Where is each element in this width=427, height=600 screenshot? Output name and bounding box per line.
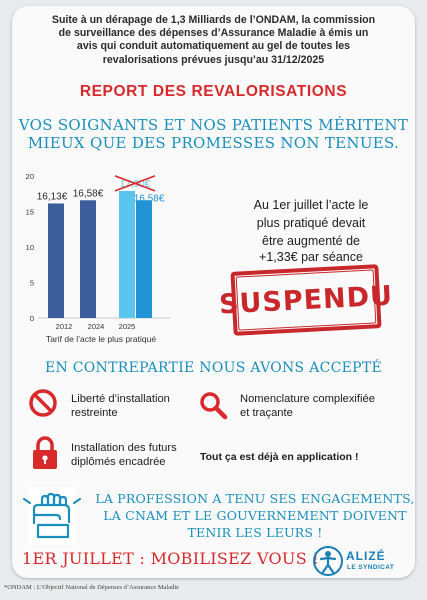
feature-graduates: Installation des futurs diplômés encadrée — [71, 442, 177, 468]
bar-value-label: 16,58€ — [133, 193, 165, 205]
x-tick-label: 2025 — [118, 322, 136, 331]
magnifier-icon — [198, 390, 228, 420]
x-axis-label: Tarif de l’acte le plus pratiqué — [45, 334, 157, 344]
mobilize-banner: 1ER JUILLET : MOBILISEZ VOUS ! — [22, 549, 320, 568]
logo-subtitle: LE SYNDICAT — [347, 564, 395, 571]
bar-value-label: 16,58€ — [72, 188, 104, 200]
suspended-stamp: SUSPENDU — [230, 264, 381, 336]
logo-name: ALIZÉ — [346, 549, 386, 563]
headline: VOS SOIGNANTS ET NOS PATIENTS MÉRITENT MIEUX QUE DES PROMESSES NON TENUES. — [18, 116, 409, 152]
report-title: REPORT DES REVALORISATIONS — [79, 83, 348, 100]
padlock-icon — [30, 435, 60, 471]
profession-message: LA PROFESSION A TENU SES ENGAGEMENTS, LA CNAM ET LE GOUVERNEMENT DOIVENT TENIR LES LEURS ! — [95, 491, 415, 540]
subheading: EN CONTREPARTIE NOUS AVONS ACCEPTÉ — [44, 360, 383, 376]
y-tick-label: 0 — [29, 314, 34, 323]
x-tick-label: 2012 — [55, 322, 73, 331]
info-amount: +1,33€ par séance — [259, 250, 363, 264]
application-note: Tout ça est déjà en application ! — [200, 451, 359, 463]
raised-fist-icon — [20, 485, 84, 547]
bar-2025 — [119, 191, 135, 318]
y-tick-label: 20 — [25, 172, 34, 181]
forbidden-icon — [28, 388, 58, 418]
y-tick-label: 5 — [29, 278, 34, 288]
bar-value-label: 17,90€ — [119, 178, 151, 190]
y-tick-label: 15 — [25, 207, 34, 217]
bar-2025 — [136, 200, 152, 318]
figure-logo-icon — [312, 545, 344, 577]
bar-2012 — [48, 203, 64, 318]
bar-value-label: 16,13€ — [36, 191, 68, 203]
x-tick-label: 2024 — [87, 322, 105, 331]
intro-text: Suite à un dérapage de 1,3 Milliards de l’ONDAM, la commission de surveillance des dépenses d’Assurance Maladie à émis un avis qui conduit automatiquement au gel de toutes les revalorisations prévues jusqu’au 31/12/2025 — [51, 14, 376, 66]
bar-2024 — [80, 200, 96, 318]
footnote: *ONDAM : L’Objectif National de Dépenses d’Assurance Maladie — [4, 584, 180, 591]
info-text: Au 1er juillet l’acte le plus pratiqué devait être augmenté de — [253, 198, 369, 248]
feature-nomenclature: Nomenclature complexifiée et traçante — [240, 393, 375, 419]
y-tick-label: 10 — [25, 243, 34, 252]
feature-installation-freedom: Liberté d’installation restreinte — [71, 393, 170, 419]
